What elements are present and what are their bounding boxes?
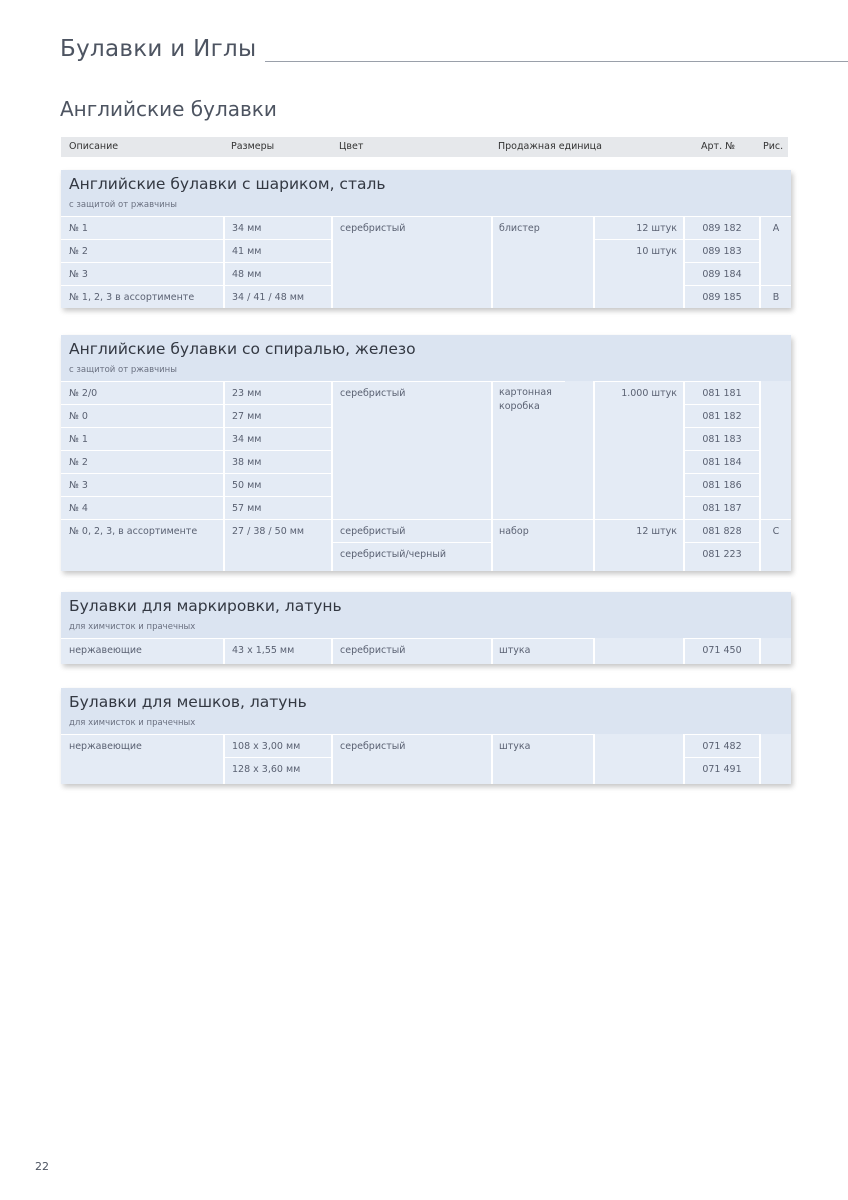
section-note: с защитой от ржавчины [69,365,177,375]
table-cell: 23 мм [225,381,331,404]
section-note: для химчисток и прачечных [69,718,196,728]
table-cell: нержавеющие [61,638,223,661]
header-art-no: Арт. № [701,141,735,152]
product-section-spiral-pins [61,335,791,571]
section-table [61,734,791,784]
table-cell: 071 482 [685,734,759,757]
table-cell: № 4 [61,496,223,519]
table-cell: картонная коробка [493,381,565,427]
table-cell: 089 183 [685,239,759,262]
section-title: Булавки для маркировки, латунь [69,597,342,615]
table-cell: № 2 [61,239,223,262]
header-fig: Рис. [763,141,784,152]
section-title: Английские булавки с шариком, сталь [69,175,386,193]
table-cell: № 1 [61,216,223,239]
table-cell: набор [493,519,593,542]
table-cell: A [761,216,791,239]
section-header [61,592,791,638]
table-cell: 089 182 [685,216,759,239]
product-section-bag-pins [61,688,791,784]
section-header [61,335,791,381]
header-color: Цвет [339,141,364,152]
table-cell: 081 223 [685,542,759,565]
table-cell: 081 181 [685,381,759,404]
table-cell: B [761,285,791,308]
table-cell: 34 мм [225,427,331,450]
section-title: Булавки для мешков, латунь [69,693,307,711]
table-cell: 081 187 [685,496,759,519]
table-cell: 081 828 [685,519,759,542]
table-cell: серебристый [333,381,491,404]
table-cell: 12 штук [595,519,683,542]
table-cell: 27 мм [225,404,331,427]
section-subtitle: Английские булавки [60,97,277,121]
table-cell: штука [493,734,593,757]
header-sale-unit: Продажная единица [498,141,602,152]
table-cell: 34 / 41 / 48 мм [225,285,331,308]
product-section-ball-pins [61,170,791,308]
table-cell: 108 x 3,00 мм [225,734,331,757]
table-cell: 071 450 [685,638,759,661]
table-cell: № 3 [61,262,223,285]
table-cell: нержавеющие [61,734,223,757]
table-cell: № 1 [61,427,223,450]
table-cell: № 2 [61,450,223,473]
page-title: Булавки и Иглы [60,36,257,62]
table-cell: 57 мм [225,496,331,519]
table-header [61,137,788,157]
section-note: с защитой от ржавчины [69,200,177,210]
table-cell: 089 184 [685,262,759,285]
table-cell: 38 мм [225,450,331,473]
section-header [61,170,791,216]
header-description: Описание [69,141,119,152]
page-number: 22 [35,1160,49,1173]
table-cell: 089 185 [685,285,759,308]
table-cell: 12 штук [595,216,683,239]
table-cell: 41 мм [225,239,331,262]
section-header [61,688,791,734]
table-cell: 071 491 [685,757,759,780]
table-cell: № 1, 2, 3 в ассортименте [61,285,223,308]
title-rule [265,61,848,62]
section-note: для химчисток и прачечных [69,622,196,632]
table-cell: блистер [493,216,593,239]
section-table [61,638,791,664]
section-table [61,381,791,571]
table-cell: № 0 [61,404,223,427]
table-cell: серебристый [333,734,491,757]
product-section-marking-pins [61,592,791,664]
table-cell: 27 / 38 / 50 мм [225,519,331,542]
table-cell: серебристый [333,216,491,239]
table-cell: 081 186 [685,473,759,496]
table-cell: 081 183 [685,427,759,450]
table-cell: 34 мм [225,216,331,239]
table-cell: штука [493,638,593,661]
table-cell: 10 штук [595,239,683,262]
table-cell: 128 x 3,60 мм [225,757,331,780]
table-cell: 50 мм [225,473,331,496]
table-cell: № 0, 2, 3, в ассортименте [61,519,223,542]
table-cell: № 3 [61,473,223,496]
table-cell: серебристый [333,638,491,661]
table-cell: 081 184 [685,450,759,473]
table-cell: 1.000 штук [595,381,683,404]
table-cell: 48 мм [225,262,331,285]
table-cell: C [761,519,791,542]
table-cell: серебристый [333,519,491,542]
table-cell: № 2/0 [61,381,223,404]
table-cell: 43 x 1,55 мм [225,638,331,661]
table-cell: 081 182 [685,404,759,427]
header-sizes: Размеры [231,141,275,152]
section-title: Английские булавки со спиралью, железо [69,340,416,358]
section-table [61,216,791,308]
table-cell: серебристый/черный [333,542,491,565]
